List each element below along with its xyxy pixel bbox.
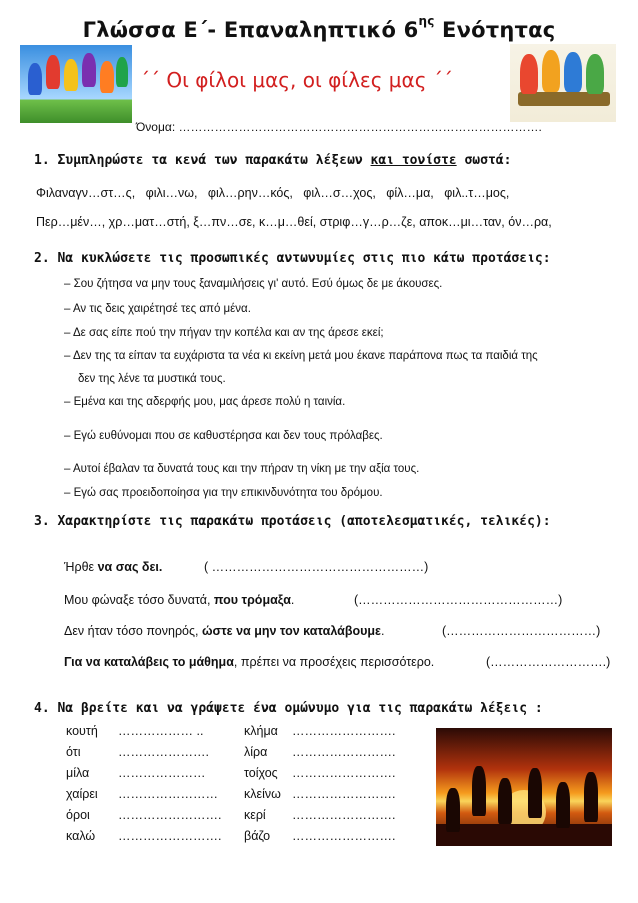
section3-blank-3[interactable]: (………………………………) <box>442 624 601 638</box>
section3-blank-4[interactable]: (……………………….) <box>486 655 611 669</box>
homonym-word: καλώ <box>66 828 96 843</box>
section3-sentence-4: Για να καταλάβεις το μάθημα, πρέπει να προσέχεις περισσότερο. <box>64 655 435 669</box>
section3-blank-1[interactable]: ( ……………………………………………) <box>204 560 429 574</box>
section2-item: – Εγώ ευθύνομαι που σε καθυστέρησα και δεν τους πρόλαβες. <box>64 430 383 442</box>
list-item <box>66 720 221 741</box>
section3-sentence-1: Ήρθε να σας δει. <box>64 560 163 574</box>
jumping-kids-image <box>20 45 132 123</box>
section2-item: – Δε σας είπε πού την πήγαν την κοπέλα και αν της άρεσε εκεί; <box>64 327 384 339</box>
homonym-blank[interactable]: …………………… <box>118 786 218 801</box>
homonym-blank[interactable]: ……………………. <box>292 828 396 843</box>
homonym-blank[interactable]: ……………………. <box>118 828 222 843</box>
list-item <box>66 825 221 846</box>
name-field-line[interactable]: Όνομα: ………………………………………………………………………………. <box>136 120 542 134</box>
subtitle: ΄΄ Οι φίλοι μας, οι φίλες μας ΄΄ <box>140 68 453 92</box>
section3-heading: 3. Χαρακτηρίστε τις παρακάτω προτάσεις (αποτελεσματικές, τελικές): <box>34 514 551 529</box>
list-item <box>244 783 395 804</box>
homonym-blank[interactable]: ……………………. <box>292 723 396 738</box>
section2-item: – Αυτοί έβαλαν τα δυνατά τους και την πήραν τη νίκη με την αξία τους. <box>64 463 420 475</box>
list-item <box>244 825 395 846</box>
list-item <box>244 762 395 783</box>
friends-bench-image <box>510 44 616 122</box>
section3-sentence-2: Μου φώναξε τόσο δυνατά, που τρόμαξα. <box>64 593 295 607</box>
homonym-word: κλείνω <box>244 786 281 801</box>
homonym-word: κλήμα <box>244 723 278 738</box>
list-item <box>66 741 221 762</box>
homonym-word: χαίρει <box>66 786 98 801</box>
homonym-blank[interactable]: ……………………. <box>292 807 396 822</box>
homonym-list-right <box>244 720 424 846</box>
homonym-blank[interactable]: ……………… .. <box>118 723 204 738</box>
list-item <box>66 762 221 783</box>
homonym-list-left <box>66 720 246 846</box>
homonym-word: βάζο <box>244 828 271 843</box>
homonym-word: τοίχος <box>244 765 278 780</box>
homonym-blank[interactable]: ……………………. <box>292 786 396 801</box>
section1-line1: Φιλαναγν…στ…ς, φιλι…νω, φιλ…ρην…κός, φιλ…σ…χος, φίλ…μα, φιλ..τ…μος, <box>36 186 510 200</box>
list-item <box>244 720 395 741</box>
section3-sentence-3: Δεν ήταν τόσο πονηρός, ώστε να μην τον καταλάβουμε. <box>64 624 385 638</box>
list-item <box>244 804 395 825</box>
homonym-blank[interactable]: ………………… <box>118 765 206 780</box>
section2-item: – Δεν της τα είπαν τα ευχάριστα τα νέα κι εκείνη μετά μου έκανε παράπονα πως τα παιδιά της <box>64 350 538 362</box>
homonym-blank[interactable]: …………………. <box>118 744 209 759</box>
section2-item: – Αν τις δεις χαιρέτησέ τες από μένα. <box>64 303 251 315</box>
title-superscript: ης <box>418 14 435 28</box>
homonym-word: ότι <box>66 744 81 759</box>
section1-line2: Περ…μέν…, χρ…ματ…στή, ξ…πν…σε, κ…μ…θεί, στριφ…γ…ρ…ζε, αποκ…μι…ταν, όν…ρα, <box>36 215 552 229</box>
homonym-word: μίλα <box>66 765 90 780</box>
sunset-friends-image <box>436 728 612 846</box>
homonym-word: κουτή <box>66 723 98 738</box>
section2-heading: 2. Να κυκλώσετε τις προσωπικές αντωνυμίες στις πιο κάτω προτάσεις: <box>34 251 551 266</box>
title-text: Γλώσσα Ε΄- Επαναληπτικό 6 <box>82 18 419 42</box>
homonym-blank[interactable]: ……………………. <box>292 744 396 759</box>
homonym-blank[interactable]: ……………………. <box>118 807 222 822</box>
worksheet-title <box>0 14 638 42</box>
homonym-word: όροι <box>66 807 90 822</box>
homonym-blank[interactable]: ……………………. <box>292 765 396 780</box>
section2-item: – Εγώ σας προειδοποίησα για την επικινδυνότητα του δρόμου. <box>64 487 383 499</box>
title-end: Ενότητας <box>434 18 556 42</box>
section2-item: – Σου ζήτησα να μην τους ξαναμιλήσεις γι' αυτό. Εσύ όμως δε με άκουσες. <box>64 278 443 290</box>
homonym-word: κερί <box>244 807 266 822</box>
section2-item: δεν της λένε τα μυστικά τους. <box>78 373 226 385</box>
section2-item: – Εμένα και της αδερφής μου, μας άρεσε πολύ η ταινία. <box>64 396 346 408</box>
homonym-word: λίρα <box>244 744 268 759</box>
section3-blank-2[interactable]: (…………………………………………) <box>354 593 563 607</box>
section1-heading: 1. Συμπληρώστε τα κενά των παρακάτω λέξεων και τονίστε σωστά: <box>34 153 512 168</box>
list-item <box>66 804 221 825</box>
list-item <box>66 783 221 804</box>
list-item <box>244 741 395 762</box>
section4-heading: 4. Να βρείτε και να γράψετε ένα ομώνυμο για τις παρακάτω λέξεις : <box>34 701 543 716</box>
